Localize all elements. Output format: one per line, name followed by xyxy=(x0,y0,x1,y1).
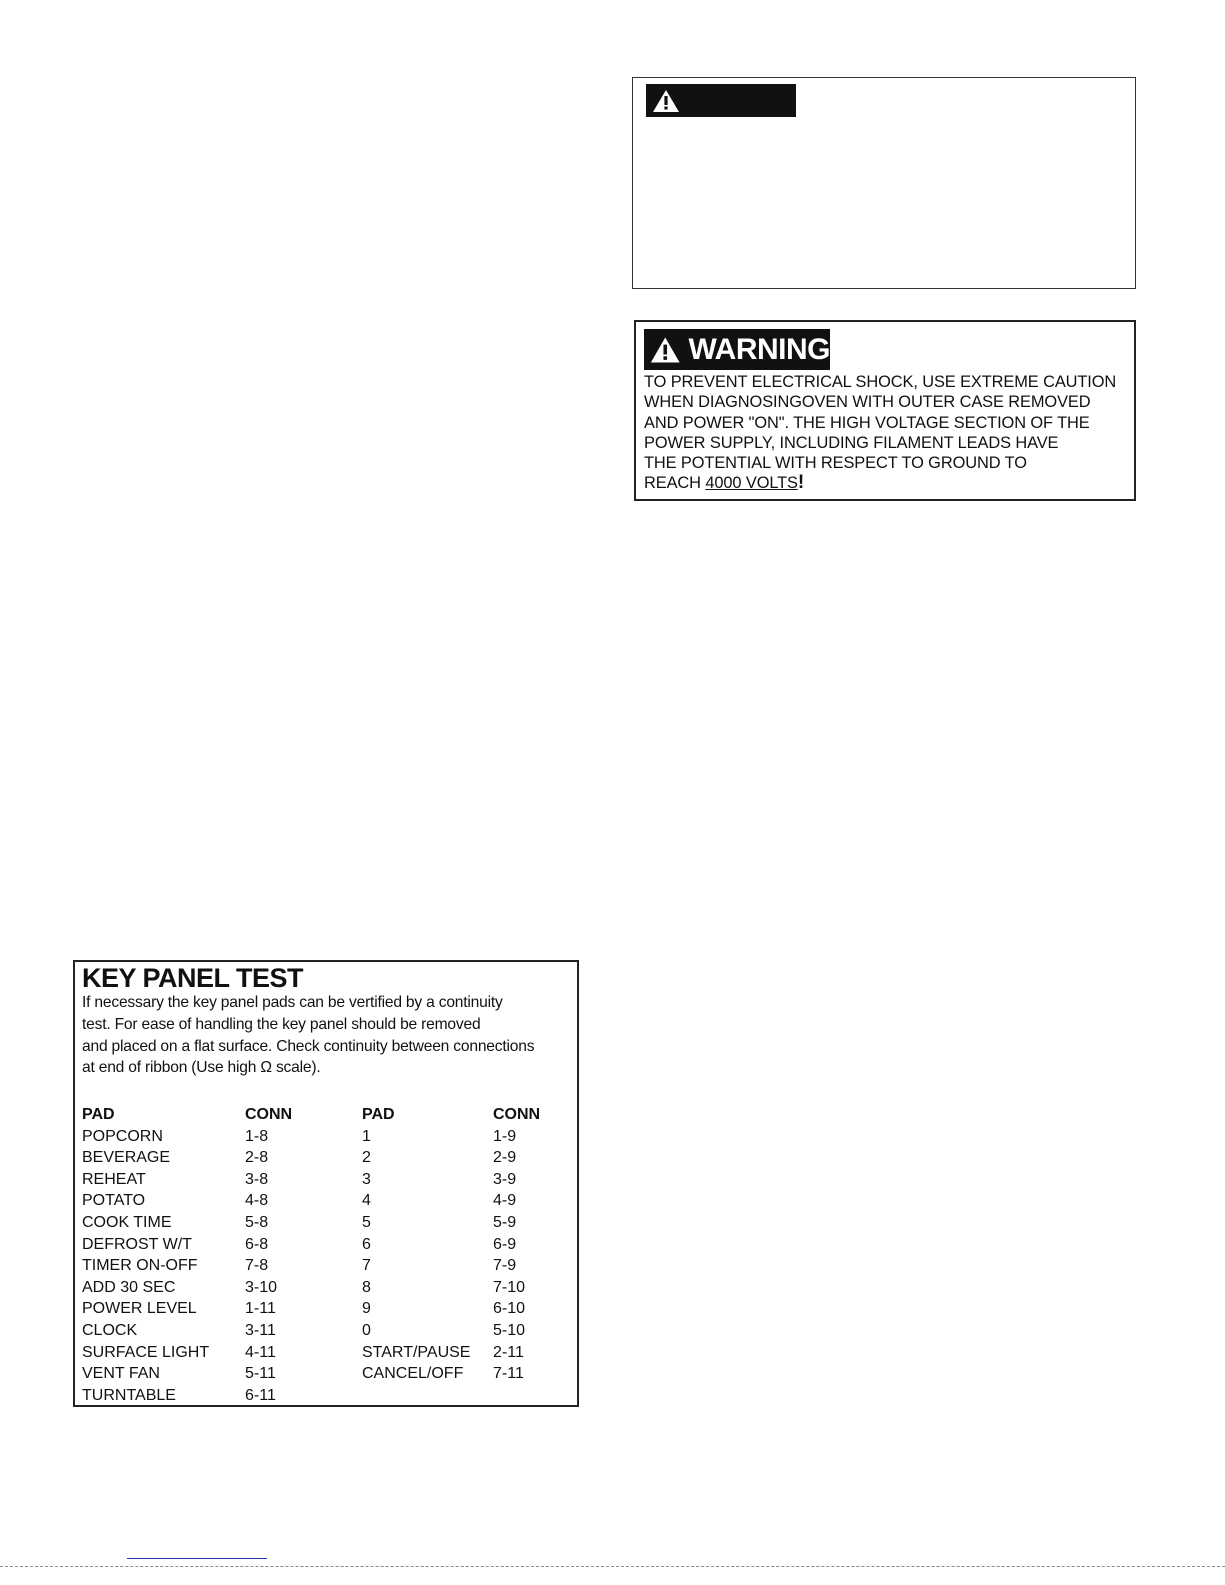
pad-conn: 6-11 xyxy=(245,1386,276,1404)
pad-name: 2 xyxy=(362,1149,371,1167)
pad-name: TURNTABLE xyxy=(82,1386,176,1404)
table-row xyxy=(82,1212,577,1234)
key-panel-test-title: KEY PANEL TEST xyxy=(82,963,304,993)
pad-name: 9 xyxy=(362,1300,371,1318)
pad-name: BEVERAGE xyxy=(82,1149,171,1167)
intro-line: at end of ribbon (Use high Ω scale). xyxy=(82,1059,321,1077)
warning-triangle-icon xyxy=(652,89,680,113)
warning-line: THE POTENTIAL WITH RESPECT TO GROUND TO xyxy=(644,454,1027,473)
pad-conn: 3-8 xyxy=(245,1170,269,1188)
warning-label-text: WARNING xyxy=(688,332,830,366)
pad-name: 8 xyxy=(362,1278,371,1296)
pad-name: 7 xyxy=(362,1257,371,1275)
warning-line: AND POWER "ON". THE HIGH VOLTAGE SECTION OF THE xyxy=(644,413,1090,432)
table-row xyxy=(82,1363,577,1385)
footer-rule xyxy=(0,1566,1225,1567)
pad-name: START/PAUSE xyxy=(362,1343,471,1361)
pad-name: CLOCK xyxy=(82,1321,138,1339)
pad-conn: 3-9 xyxy=(493,1170,517,1188)
pad-name: 6 xyxy=(362,1235,371,1253)
table-row xyxy=(82,1126,577,1148)
warning-line xyxy=(644,473,1134,493)
caution-label xyxy=(646,84,796,117)
pad-conn: 3-11 xyxy=(245,1321,276,1339)
pad-conn: 6-9 xyxy=(493,1235,517,1253)
table-row xyxy=(82,1298,577,1320)
header-pad: PAD xyxy=(362,1106,395,1123)
pad-conn: 3-10 xyxy=(245,1278,278,1296)
warning-box xyxy=(634,320,1136,501)
pad-name: COOK TIME xyxy=(82,1213,172,1231)
intro-line: If necessary the key panel pads can be vertified by a continuity xyxy=(82,994,503,1011)
pad-conn: 7-10 xyxy=(493,1278,526,1296)
header-conn: CONN xyxy=(493,1106,541,1123)
pad-conn: 5-9 xyxy=(493,1213,517,1231)
key-panel-test-box xyxy=(73,960,579,1407)
pad-conn: 2-8 xyxy=(245,1149,269,1167)
pad-conn: 6-8 xyxy=(245,1235,269,1253)
warning-line: POWER SUPPLY, INCLUDING FILAMENT LEADS HAVE xyxy=(644,433,1059,452)
warning-line-prefix: REACH xyxy=(644,474,706,493)
pad-name: CANCEL/OFF xyxy=(362,1365,464,1383)
table-row xyxy=(82,1342,577,1364)
pad-conn: 5-8 xyxy=(245,1213,269,1231)
pad-name: REHEAT xyxy=(82,1170,146,1188)
pad-conn: 1-11 xyxy=(245,1300,276,1318)
warning-line: TO PREVENT ELECTRICAL SHOCK, USE EXTREME CAUTION xyxy=(644,373,1117,391)
pad-conn: 6-10 xyxy=(493,1300,526,1318)
key-panel-table xyxy=(82,1104,577,1406)
pad-name: ADD 30 SEC xyxy=(82,1278,176,1296)
pad-name: 0 xyxy=(362,1321,371,1339)
pad-name: VENT FAN xyxy=(82,1365,160,1383)
pad-name: SURFACE LIGHT xyxy=(82,1343,210,1361)
warning-text xyxy=(644,372,1134,494)
pad-conn: 5-10 xyxy=(493,1321,526,1339)
footer-link-underline[interactable] xyxy=(127,1558,267,1559)
pad-conn: 5-11 xyxy=(245,1365,276,1383)
voltage-emphasis: 4000 VOLTS xyxy=(705,474,798,493)
pad-name: 5 xyxy=(362,1213,371,1231)
pad-conn: 7-8 xyxy=(245,1257,269,1275)
pad-conn: 4-11 xyxy=(245,1343,276,1361)
pad-name: POPCORN xyxy=(82,1127,163,1145)
key-panel-test-intro xyxy=(82,992,577,1079)
warning-line: WHEN DIAGNOSINGOVEN WITH OUTER CASE REMOVED xyxy=(644,393,1091,412)
pad-name: 1 xyxy=(362,1127,371,1145)
pad-name: POWER LEVEL xyxy=(82,1300,197,1318)
table-row xyxy=(82,1147,577,1169)
table-row xyxy=(82,1190,577,1212)
pad-conn: 4-9 xyxy=(493,1192,517,1210)
table-body xyxy=(82,1126,577,1407)
table-header-row xyxy=(82,1104,577,1126)
warning-label xyxy=(644,329,830,370)
header-pad: PAD xyxy=(82,1106,115,1123)
pad-conn: 2-11 xyxy=(493,1343,524,1361)
pad-conn: 7-9 xyxy=(493,1257,517,1275)
warning-triangle-icon xyxy=(650,335,681,365)
table-row xyxy=(82,1234,577,1256)
table-row xyxy=(82,1277,577,1299)
pad-conn: 1-9 xyxy=(493,1127,517,1145)
pad-name: 3 xyxy=(362,1170,371,1188)
pad-name: POTATO xyxy=(82,1192,146,1210)
table-row xyxy=(82,1385,577,1407)
intro-line: and placed on a flat surface. Check continuity between connections xyxy=(82,1037,535,1055)
pad-conn: 7-11 xyxy=(493,1365,524,1383)
header-conn: CONN xyxy=(245,1106,293,1123)
caution-box xyxy=(632,77,1136,289)
pad-conn: 2-9 xyxy=(493,1149,517,1167)
pad-conn: 1-8 xyxy=(245,1127,269,1145)
pad-name: TIMER ON-OFF xyxy=(82,1257,198,1275)
pad-conn: 4-8 xyxy=(245,1192,269,1210)
exclamation: ! xyxy=(797,472,805,494)
table-row xyxy=(82,1255,577,1277)
table-row xyxy=(82,1320,577,1342)
pad-name: DEFROST W/T xyxy=(82,1235,192,1253)
intro-line: test. For ease of handling the key panel should be removed xyxy=(82,1015,481,1033)
table-row xyxy=(82,1169,577,1191)
pad-name: 4 xyxy=(362,1192,371,1210)
